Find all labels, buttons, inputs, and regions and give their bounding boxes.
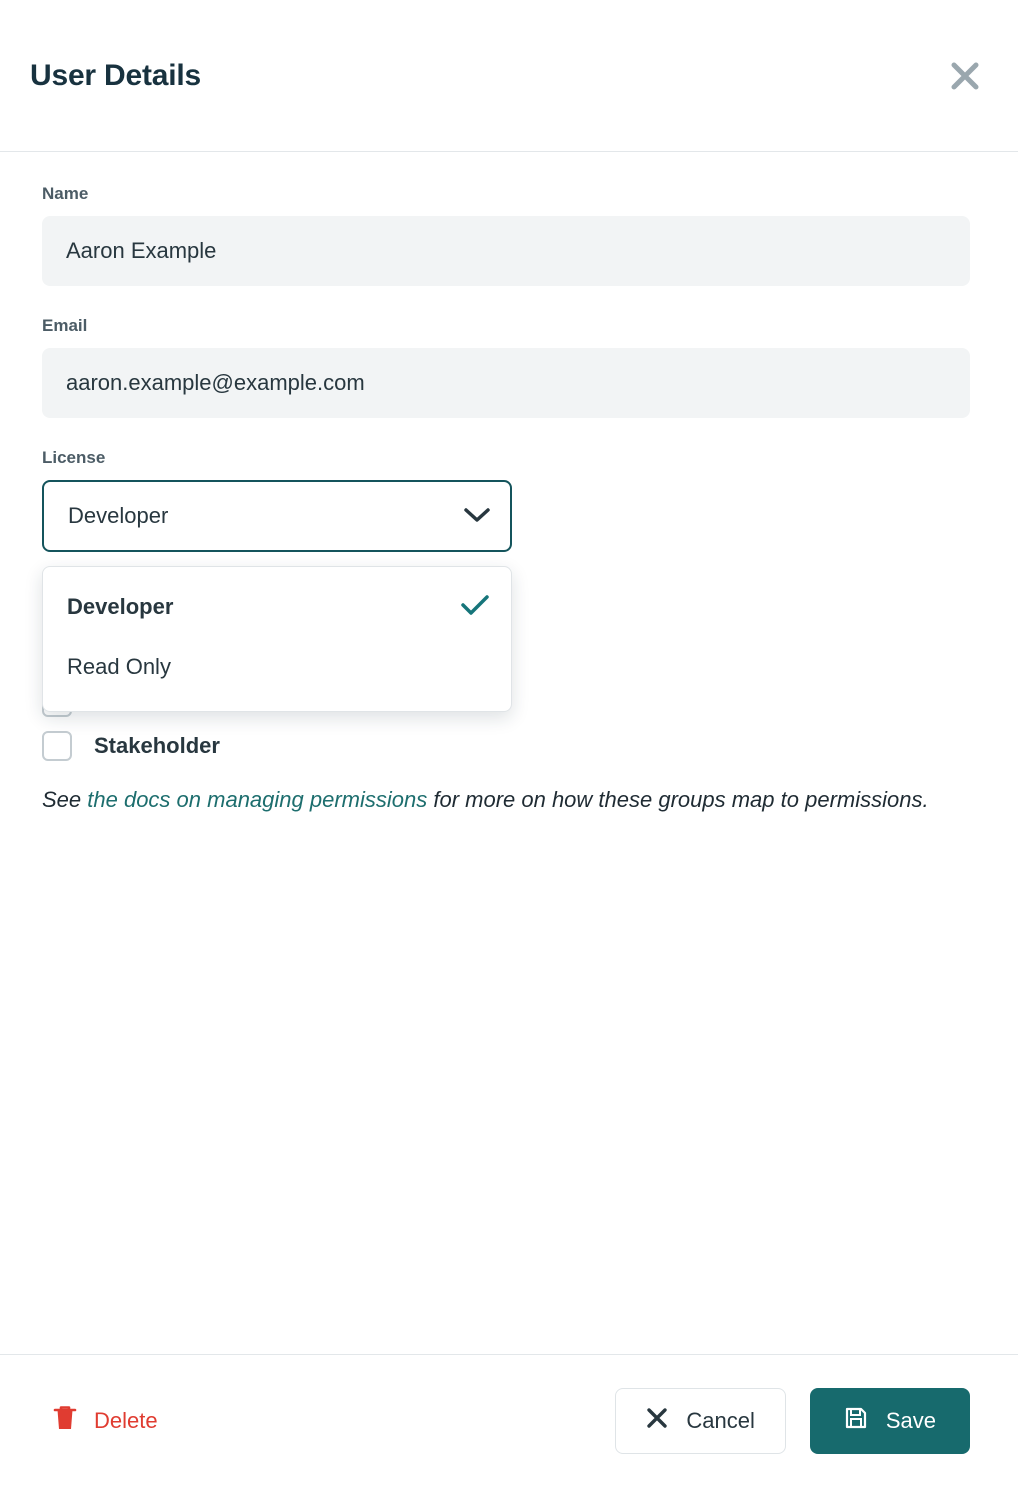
license-selected-value: Developer [68, 503, 169, 528]
name-label: Name [42, 184, 89, 203]
license-option-label: Read Only [67, 654, 171, 679]
save-button[interactable] [810, 1388, 970, 1454]
floppy-disk-icon [844, 1406, 868, 1436]
cancel-label: Cancel [686, 1407, 755, 1433]
save-label: Save [885, 1407, 936, 1433]
name-field-block [42, 184, 976, 286]
email-label: Email [42, 316, 88, 335]
footer-actions [615, 1388, 970, 1454]
group-row-stakeholder[interactable] [42, 724, 976, 768]
license-select[interactable] [42, 480, 512, 552]
delete-button[interactable] [48, 1396, 162, 1446]
trash-icon [52, 1404, 78, 1438]
email-field-block [42, 316, 976, 418]
managing-permissions-link[interactable]: the docs on managing permissions [87, 787, 428, 812]
license-label: License [42, 448, 106, 467]
license-option-label: Developer [67, 594, 174, 619]
modal-footer [0, 1354, 1018, 1486]
license-option-developer[interactable] [43, 577, 511, 637]
page-title: User Details [30, 58, 202, 92]
groups-help-text [42, 784, 962, 816]
checkbox-stakeholder[interactable] [42, 731, 72, 761]
help-suffix: for more on how these groups map to permissions. [427, 787, 929, 812]
close-icon[interactable] [942, 53, 988, 99]
chevron-down-icon [464, 503, 490, 529]
modal-body [0, 152, 1018, 1354]
email-input[interactable]: aaron.example@example.com [42, 348, 970, 418]
modal-header [0, 0, 1018, 152]
check-icon [461, 594, 489, 620]
help-prefix: See [42, 787, 88, 812]
license-select-wrap [42, 480, 512, 679]
license-dropdown-menu [42, 566, 512, 712]
delete-label: Delete [94, 1407, 158, 1433]
cancel-button[interactable] [615, 1388, 785, 1454]
license-field-block [42, 448, 976, 679]
license-option-read-only[interactable] [43, 637, 511, 697]
x-icon [646, 1407, 668, 1435]
name-input[interactable]: Aaron Example [42, 216, 970, 286]
group-label: Stakeholder [94, 733, 220, 758]
